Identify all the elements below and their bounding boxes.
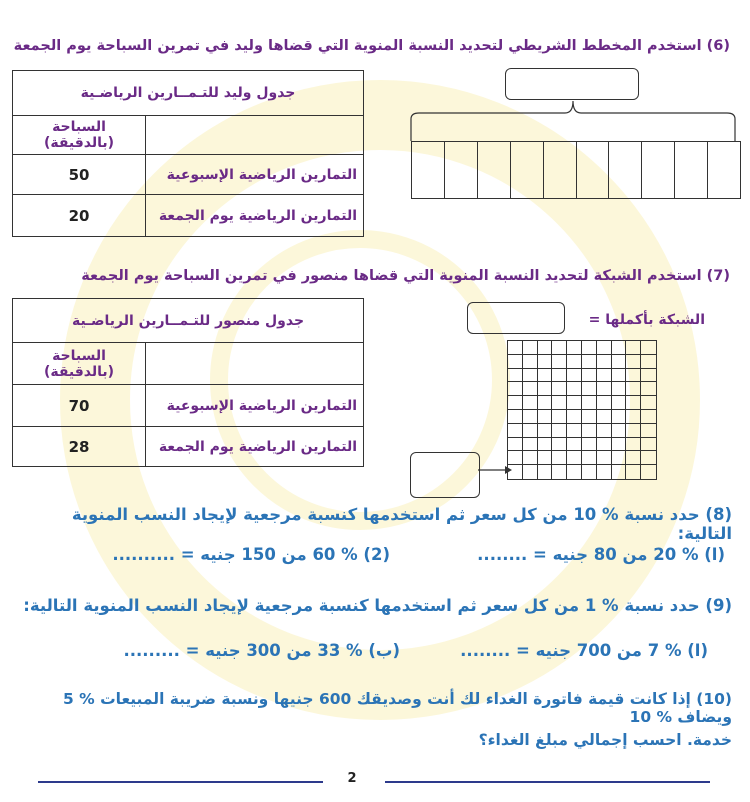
grid-cell[interactable] (582, 355, 597, 369)
grid-cell[interactable] (612, 410, 627, 424)
grid-cell[interactable] (626, 369, 641, 383)
grid-cell[interactable] (567, 382, 582, 396)
grid-cell[interactable] (508, 369, 523, 383)
grid-cell[interactable] (508, 410, 523, 424)
grid-cell[interactable] (552, 438, 567, 452)
grid-cell[interactable] (552, 341, 567, 355)
grid-cell[interactable] (597, 369, 612, 383)
grid-cell[interactable] (523, 341, 538, 355)
q10-line2: خدمة. احسب إجمالي مبلغ الغداء؟ (478, 731, 732, 749)
grid-cell[interactable] (582, 410, 597, 424)
strip-segment[interactable] (543, 142, 576, 198)
strip-segment[interactable] (444, 142, 477, 198)
grid-cell[interactable] (612, 355, 627, 369)
grid-cell[interactable] (626, 382, 641, 396)
grid-cell[interactable] (523, 382, 538, 396)
q7-grid-label: الشبكة بأكملها = (588, 312, 705, 328)
strip-segment[interactable] (707, 142, 740, 198)
strip-segment[interactable] (477, 142, 510, 198)
grid-cell[interactable] (582, 424, 597, 438)
grid-cell[interactable] (552, 451, 567, 465)
grid-cell[interactable] (582, 382, 597, 396)
grid-cell[interactable] (626, 341, 641, 355)
grid-cell[interactable] (612, 451, 627, 465)
grid-cell[interactable] (641, 465, 656, 479)
q9-part-b: (ب) % 33 من 300 جنيه = ......... (123, 641, 400, 660)
q7-row1-label: التمارين الرياضية الإسبوعية (146, 385, 364, 427)
grid-cell[interactable] (538, 410, 553, 424)
grid-cell[interactable] (612, 341, 627, 355)
page-number: 2 (347, 771, 357, 786)
q7-row2-value: 28 (13, 427, 146, 467)
q6-table (12, 70, 364, 237)
grid-cell[interactable] (597, 341, 612, 355)
strip-segment[interactable] (576, 142, 609, 198)
grid-cell[interactable] (567, 410, 582, 424)
grid-cell[interactable] (567, 369, 582, 383)
grid-cell[interactable] (582, 369, 597, 383)
grid-cell[interactable] (552, 424, 567, 438)
grid-cell[interactable] (641, 382, 656, 396)
grid-cell[interactable] (523, 355, 538, 369)
q7-table-empty-cell (146, 343, 364, 385)
q7-table-header: جدول منصور للتـمــارين الرياضـية (13, 299, 364, 343)
grid-cell[interactable] (641, 438, 656, 452)
grid-cell[interactable] (538, 451, 553, 465)
grid-cell[interactable] (552, 369, 567, 383)
grid-cell[interactable] (538, 382, 553, 396)
grid-cell[interactable] (582, 396, 597, 410)
grid-cell[interactable] (552, 396, 567, 410)
q10-line1: (10) إذا كانت قيمة فاتورة الغداء لك أنت وصديقك 600 جنيها ونسبة ضريبة المبيعات % 5 ويضاف % 10 (62, 690, 732, 726)
q6-row1-label: التمارين الرياضية الإسبوعية (146, 155, 364, 195)
grid-cell[interactable] (508, 438, 523, 452)
grid-cell[interactable] (552, 410, 567, 424)
grid-cell[interactable] (641, 369, 656, 383)
grid-cell[interactable] (552, 355, 567, 369)
grid-cell[interactable] (597, 451, 612, 465)
q7-title: (7) استخدم الشبكة لتحديد النسبة المنوية التي قضاها منصور في تمرين السباحة يوم الجمعة (81, 268, 730, 284)
grid-cell[interactable] (567, 355, 582, 369)
footer-line-right (385, 781, 710, 783)
grid-cell[interactable] (597, 396, 612, 410)
q6-row2-value: 20 (13, 195, 146, 237)
q8-part-b: (2) % 60 من 150 جنيه = .......... (112, 545, 390, 564)
grid-cell[interactable] (641, 355, 656, 369)
q7-hundred-grid (507, 340, 657, 480)
q6-strip-diagram (411, 141, 741, 199)
q9-part-a: (ا) % 7 من 700 جنيه = ........ (460, 641, 708, 660)
q6-title: (6) استخدم المخطط الشريطي لتحديد النسبة المنوية التي قضاها وليد في تمرين السباحة يوم الجمعة (13, 38, 730, 54)
grid-cell[interactable] (626, 451, 641, 465)
grid-cell[interactable] (612, 424, 627, 438)
grid-cell[interactable] (597, 465, 612, 479)
grid-cell[interactable] (612, 382, 627, 396)
q7-part-answer-box[interactable] (410, 452, 480, 498)
grid-cell[interactable] (567, 451, 582, 465)
q7-row2-label: التمارين الرياضية يوم الجمعة (146, 427, 364, 467)
grid-cell[interactable] (612, 369, 627, 383)
arrow-right-icon (478, 465, 512, 475)
q7-answer-box[interactable] (467, 302, 565, 334)
q7-row1-value: 70 (13, 385, 146, 427)
strip-segment[interactable] (412, 142, 444, 198)
grid-cell[interactable] (582, 451, 597, 465)
grid-cell[interactable] (641, 396, 656, 410)
grid-cell[interactable] (597, 382, 612, 396)
strip-segment[interactable] (641, 142, 674, 198)
grid-cell[interactable] (538, 438, 553, 452)
strip-segment[interactable] (674, 142, 707, 198)
grid-cell[interactable] (523, 438, 538, 452)
grid-cell[interactable] (508, 396, 523, 410)
grid-cell[interactable] (626, 438, 641, 452)
grid-cell[interactable] (567, 465, 582, 479)
grid-cell[interactable] (523, 369, 538, 383)
q6-row1-value: 50 (13, 155, 146, 195)
q6-row2-label: التمارين الرياضية يوم الجمعة (146, 195, 364, 237)
grid-cell[interactable] (508, 355, 523, 369)
grid-cell[interactable] (538, 341, 553, 355)
q6-table-header: جدول وليد للتـمــارين الرياضـية (13, 71, 364, 116)
grid-cell[interactable] (626, 396, 641, 410)
grid-cell[interactable] (612, 438, 627, 452)
grid-cell[interactable] (567, 438, 582, 452)
grid-cell[interactable] (567, 341, 582, 355)
grid-cell[interactable] (597, 410, 612, 424)
grid-cell[interactable] (567, 396, 582, 410)
grid-cell[interactable] (567, 424, 582, 438)
grid-cell[interactable] (538, 396, 553, 410)
grid-cell[interactable] (523, 465, 538, 479)
grid-cell[interactable] (582, 438, 597, 452)
q6-table-col-label: السباحة (بالدقيقة) (13, 116, 146, 155)
grid-cell[interactable] (523, 451, 538, 465)
grid-cell[interactable] (641, 410, 656, 424)
grid-cell[interactable] (612, 396, 627, 410)
strip-segment[interactable] (510, 142, 543, 198)
q7-table-col-label: السباحة (بالدقيقة) (13, 343, 146, 385)
grid-cell[interactable] (597, 424, 612, 438)
grid-cell[interactable] (538, 465, 553, 479)
strip-segment[interactable] (608, 142, 641, 198)
grid-cell[interactable] (523, 396, 538, 410)
grid-cell[interactable] (538, 424, 553, 438)
q6-table-empty-cell (146, 116, 364, 155)
grid-cell[interactable] (523, 410, 538, 424)
grid-cell[interactable] (523, 424, 538, 438)
grid-cell[interactable] (538, 355, 553, 369)
grid-cell[interactable] (508, 424, 523, 438)
q6-brace (405, 95, 745, 145)
grid-cell[interactable] (582, 465, 597, 479)
grid-cell[interactable] (626, 410, 641, 424)
footer-line-left (38, 781, 323, 783)
q8-part-a: (ا) % 20 من 80 جنيه = ........ (477, 545, 725, 564)
grid-cell[interactable] (612, 465, 627, 479)
grid-cell[interactable] (597, 355, 612, 369)
grid-cell[interactable] (626, 355, 641, 369)
grid-cell[interactable] (552, 382, 567, 396)
grid-cell[interactable] (538, 369, 553, 383)
grid-cell[interactable] (552, 465, 567, 479)
q9-title: (9) حدد نسبة % 1 من كل سعر ثم استخدمها كنسبة مرجعية لإيجاد النسب المنوية التالية: (23, 596, 732, 615)
grid-cell[interactable] (508, 382, 523, 396)
grid-cell[interactable] (641, 341, 656, 355)
grid-cell[interactable] (597, 438, 612, 452)
grid-cell[interactable] (641, 451, 656, 465)
grid-cell[interactable] (626, 424, 641, 438)
grid-cell[interactable] (508, 341, 523, 355)
q8-title: (8) حدد نسبة % 10 من كل سعر ثم استخدمها كنسبة مرجعية لإيجاد النسب المنوية التالية: (71, 505, 732, 543)
grid-cell[interactable] (582, 341, 597, 355)
grid-cell[interactable] (641, 424, 656, 438)
grid-cell[interactable] (626, 465, 641, 479)
grid-cell[interactable] (508, 451, 523, 465)
q7-table (12, 298, 364, 467)
